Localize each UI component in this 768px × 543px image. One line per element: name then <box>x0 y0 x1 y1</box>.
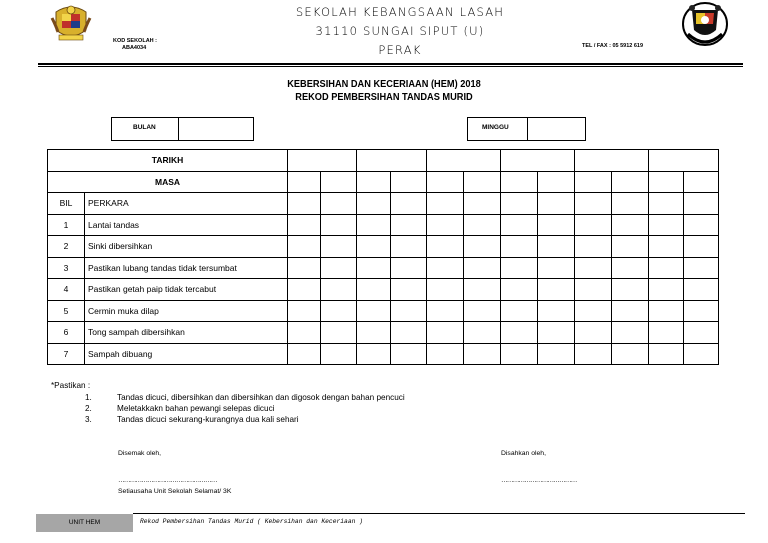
check-cell[interactable] <box>612 343 649 365</box>
time-cell[interactable] <box>391 171 427 193</box>
document-title <box>240 78 529 104</box>
check-cell[interactable] <box>501 279 538 301</box>
check-cell[interactable] <box>357 257 391 279</box>
check-cell[interactable] <box>612 193 649 215</box>
check-cell[interactable] <box>649 343 684 365</box>
check-cell[interactable] <box>391 279 427 301</box>
time-cell[interactable] <box>501 171 538 193</box>
header-divider-thin <box>38 66 743 67</box>
check-cell[interactable] <box>501 343 538 365</box>
check-cell[interactable] <box>321 279 357 301</box>
note-text: Meletakkakn bahan pewangi selepas dicuci <box>117 404 275 413</box>
check-cell[interactable] <box>288 214 321 236</box>
footer-text: Rekod Pembersihan Tandas Murid ( Kebersihan dan Keceriaan ) <box>140 518 363 525</box>
check-cell[interactable] <box>501 193 538 215</box>
notes-heading: *Pastikan : <box>51 381 91 390</box>
check-cell[interactable] <box>575 343 612 365</box>
table-row <box>48 257 719 279</box>
row-number: 7 <box>48 343 85 365</box>
check-cell[interactable] <box>538 236 575 258</box>
check-cell[interactable] <box>357 279 391 301</box>
check-cell[interactable] <box>321 343 357 365</box>
tarikh-label: TARIKH <box>48 150 288 172</box>
check-cell[interactable] <box>288 343 321 365</box>
tel-fax: TEL / FAX : 05 5912 619 <box>582 43 644 49</box>
school-name: SEKOLAH KEBANGSAAN LASAH <box>295 5 505 19</box>
row-number: 2 <box>48 236 85 258</box>
time-cell[interactable] <box>538 171 575 193</box>
check-cell[interactable] <box>427 343 464 365</box>
check-cell[interactable] <box>612 236 649 258</box>
school-name-block <box>230 3 570 60</box>
column-header-row <box>48 193 719 215</box>
check-cell[interactable] <box>391 300 427 322</box>
check-cell[interactable] <box>464 279 501 301</box>
time-cell[interactable] <box>575 171 612 193</box>
check-cell[interactable] <box>684 322 719 344</box>
footer-unit: UNIT HEM <box>36 514 133 532</box>
bulan-label-box <box>111 117 179 141</box>
school-crest-icon <box>680 0 730 48</box>
check-cell[interactable] <box>649 193 684 215</box>
check-cell[interactable] <box>321 193 357 215</box>
check-cell[interactable] <box>575 214 612 236</box>
check-cell[interactable] <box>288 279 321 301</box>
time-cell[interactable] <box>684 171 719 193</box>
footer-divider <box>133 513 745 514</box>
check-cell[interactable] <box>464 236 501 258</box>
check-cell[interactable] <box>357 343 391 365</box>
check-cell[interactable] <box>501 236 538 258</box>
row-item: Sinki dibersihkan <box>85 236 288 258</box>
school-state: PERAK <box>378 43 422 57</box>
check-cell[interactable] <box>464 300 501 322</box>
row-item: Pastikan lubang tandas tidak tersumbat <box>85 257 288 279</box>
check-cell[interactable] <box>288 193 321 215</box>
check-cell[interactable] <box>391 214 427 236</box>
check-cell[interactable] <box>391 257 427 279</box>
check-cell[interactable] <box>538 257 575 279</box>
check-cell[interactable] <box>464 343 501 365</box>
check-cell[interactable] <box>684 279 719 301</box>
check-cell[interactable] <box>357 236 391 258</box>
time-cell[interactable] <box>357 171 391 193</box>
signature-line-right: ………………………………… <box>501 477 577 484</box>
check-cell[interactable] <box>684 343 719 365</box>
cleaning-record-table <box>47 149 719 365</box>
check-cell[interactable] <box>649 236 684 258</box>
row-item: Lantai tandas <box>85 214 288 236</box>
minggu-field[interactable] <box>527 117 586 141</box>
bulan-field[interactable] <box>178 117 254 141</box>
note-number: 3. <box>85 415 92 424</box>
title-line-2: REKOD PEMBERSIHAN TANDAS MURID <box>295 91 473 103</box>
date-cell[interactable] <box>575 150 649 172</box>
perkara-header: PERKARA <box>85 193 288 215</box>
check-cell[interactable] <box>321 300 357 322</box>
check-cell[interactable] <box>538 193 575 215</box>
note-number: 1. <box>85 393 92 402</box>
kod-sekolah-label: KOD SEKOLAH : <box>113 38 157 44</box>
check-cell[interactable] <box>357 300 391 322</box>
check-cell[interactable] <box>649 300 684 322</box>
check-cell[interactable] <box>464 322 501 344</box>
check-cell[interactable] <box>649 322 684 344</box>
row-number: 1 <box>48 214 85 236</box>
minggu-label-box <box>467 117 528 141</box>
row-number: 5 <box>48 300 85 322</box>
check-cell[interactable] <box>575 257 612 279</box>
check-cell[interactable] <box>391 322 427 344</box>
check-cell[interactable] <box>321 214 357 236</box>
check-cell[interactable] <box>575 300 612 322</box>
time-cell[interactable] <box>288 171 321 193</box>
table-row <box>48 279 719 301</box>
time-cell[interactable] <box>464 171 501 193</box>
masa-label: MASA <box>48 171 288 193</box>
check-cell[interactable] <box>575 193 612 215</box>
date-cell[interactable] <box>501 150 575 172</box>
check-cell[interactable] <box>427 279 464 301</box>
time-cell[interactable] <box>321 171 357 193</box>
check-cell[interactable] <box>612 257 649 279</box>
check-cell[interactable] <box>464 214 501 236</box>
disemak-label: Disemak oleh, <box>118 450 162 457</box>
date-cell[interactable] <box>427 150 501 172</box>
date-cell[interactable] <box>357 150 427 172</box>
check-cell[interactable] <box>538 214 575 236</box>
check-cell[interactable] <box>357 322 391 344</box>
check-cell[interactable] <box>427 236 464 258</box>
check-cell[interactable] <box>612 279 649 301</box>
check-cell[interactable] <box>464 257 501 279</box>
setiausaha-label: Setiausaha Unit Sekolah Selamat/ 3K <box>118 488 232 495</box>
masa-row <box>48 171 719 193</box>
check-cell[interactable] <box>575 236 612 258</box>
table-row <box>48 300 719 322</box>
check-cell[interactable] <box>288 322 321 344</box>
check-cell[interactable] <box>538 343 575 365</box>
check-cell[interactable] <box>684 193 719 215</box>
note-text: Tandas dicuci, dibersihkan dan dibersihkan dan digosok dengan bahan pencuci <box>117 393 405 402</box>
row-item: Cermin muka dilap <box>85 300 288 322</box>
check-cell[interactable] <box>321 257 357 279</box>
date-cell[interactable] <box>649 150 719 172</box>
bulan-label: BULAN <box>133 124 156 131</box>
check-cell[interactable] <box>538 279 575 301</box>
check-cell[interactable] <box>575 279 612 301</box>
check-cell[interactable] <box>612 214 649 236</box>
signature-line-left: …………………………………………… <box>118 477 217 484</box>
table-row <box>48 343 719 365</box>
check-cell[interactable] <box>464 193 501 215</box>
table-row <box>48 322 719 344</box>
row-number: 3 <box>48 257 85 279</box>
title-line-1: KEBERSIHAN DAN KECERIAAN (HEM) 2018 <box>287 78 481 90</box>
check-cell[interactable] <box>684 257 719 279</box>
time-cell[interactable] <box>649 171 684 193</box>
check-cell[interactable] <box>684 236 719 258</box>
header-divider <box>38 63 743 65</box>
row-number: 6 <box>48 322 85 344</box>
check-cell[interactable] <box>427 193 464 215</box>
note-text: Tandas dicuci sekurang-kurangnya dua kali sehari <box>117 415 299 424</box>
check-cell[interactable] <box>501 257 538 279</box>
check-cell[interactable] <box>427 300 464 322</box>
check-cell[interactable] <box>288 300 321 322</box>
check-cell[interactable] <box>684 214 719 236</box>
check-cell[interactable] <box>427 257 464 279</box>
check-cell[interactable] <box>391 343 427 365</box>
kod-sekolah-value: ABA4034 <box>122 45 147 51</box>
state-crest-icon <box>50 4 92 44</box>
check-cell[interactable] <box>649 257 684 279</box>
check-cell[interactable] <box>538 300 575 322</box>
check-cell[interactable] <box>501 214 538 236</box>
note-number: 2. <box>85 404 92 413</box>
check-cell[interactable] <box>288 236 321 258</box>
table-row <box>48 236 719 258</box>
minggu-label: MINGGU <box>482 124 509 131</box>
row-item: Pastikan getah paip tidak tercabut <box>85 279 288 301</box>
time-cell[interactable] <box>612 171 649 193</box>
school-address: 31110 SUNGAI SIPUT (U) <box>315 24 485 38</box>
check-cell[interactable] <box>321 322 357 344</box>
disahkan-label: Disahkan oleh, <box>501 450 546 457</box>
check-cell[interactable] <box>501 322 538 344</box>
check-cell[interactable] <box>427 214 464 236</box>
check-cell[interactable] <box>288 257 321 279</box>
check-cell[interactable] <box>612 300 649 322</box>
check-cell[interactable] <box>575 322 612 344</box>
check-cell[interactable] <box>321 236 357 258</box>
check-cell[interactable] <box>357 193 391 215</box>
check-cell[interactable] <box>391 236 427 258</box>
check-cell[interactable] <box>501 300 538 322</box>
check-cell[interactable] <box>649 214 684 236</box>
bil-header: BIL <box>48 193 85 215</box>
row-item: Sampah dibuang <box>85 343 288 365</box>
check-cell[interactable] <box>357 214 391 236</box>
table-row <box>48 214 719 236</box>
row-item: Tong sampah dibersihkan <box>85 322 288 344</box>
time-cell[interactable] <box>427 171 464 193</box>
check-cell[interactable] <box>684 300 719 322</box>
check-cell[interactable] <box>612 322 649 344</box>
check-cell[interactable] <box>427 322 464 344</box>
row-number: 4 <box>48 279 85 301</box>
date-cell[interactable] <box>288 150 357 172</box>
check-cell[interactable] <box>538 322 575 344</box>
check-cell[interactable] <box>649 279 684 301</box>
tarikh-row <box>48 150 719 172</box>
check-cell[interactable] <box>391 193 427 215</box>
